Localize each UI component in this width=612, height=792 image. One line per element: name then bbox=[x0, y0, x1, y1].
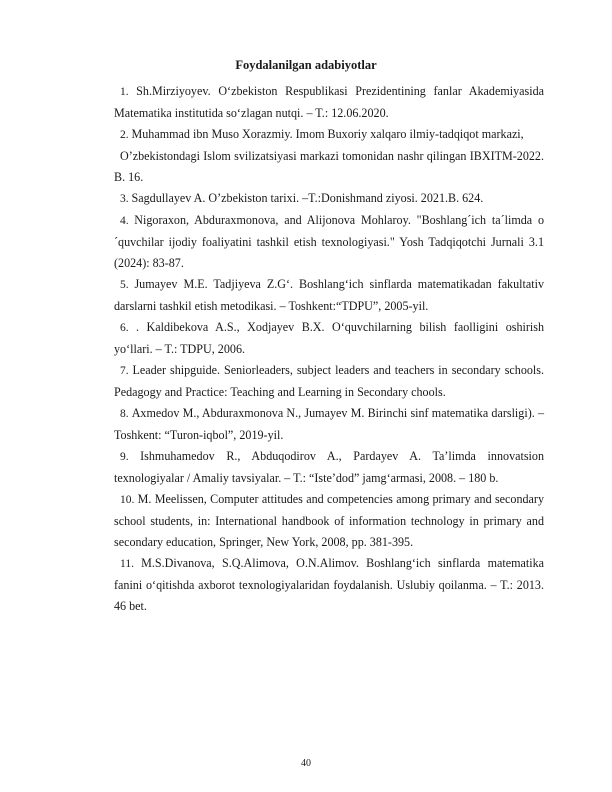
reference-number: 1. bbox=[120, 86, 129, 98]
reference-number: 5. bbox=[120, 279, 129, 291]
reference-number: 2. bbox=[120, 129, 129, 141]
reference-item bbox=[114, 360, 544, 403]
reference-text: Nigoraxon, Abduraxmonova, and Alijonova Mohlaroy. "Boshlang´ich ta´limda o´quvchilar ijodiy foaliyatini tashkil etish texnologiyasi." Yosh Tadqiqotchi Jurnali 3.1 (2024): 83-87. bbox=[114, 213, 544, 270]
reference-item bbox=[114, 317, 544, 360]
reference-number: 4. bbox=[120, 215, 129, 227]
reference-text: Jumayev M.E. Tadjiyeva Z.G‘. Boshlang‘ich sinflarda matematikadan fakultativ darslarni tashkil etish metodikasi. – Toshkent:“TDPU”, 2005-yil. bbox=[114, 277, 545, 313]
reference-item bbox=[114, 274, 544, 317]
reference-continuation bbox=[114, 146, 544, 188]
reference-text: . Kaldibekova A.S., Xodjayev B.X. O‘quvchilarning bilish faolligini oshirish yo‘llari. – T.: TDPU, 2006. bbox=[114, 320, 544, 356]
reference-text: Sagdullayev A. O’zbekiston tarixi. –T.:Donishmand ziyosi. 2021.B. 624. bbox=[131, 191, 484, 205]
reference-item bbox=[114, 446, 544, 489]
reference-item bbox=[114, 553, 544, 617]
reference-item bbox=[114, 403, 544, 446]
reference-text: Leader shipguide. Seniorleaders, subject leaders and teachers in secondary schools. Pedagogy and Practice: Teaching and Learning in Secondary chools. bbox=[114, 363, 544, 399]
reference-text: Axmedov M., Abduraxmonova N., Jumayev M. Birinchi sinf matematika darsligi). –Toshkent: “Turon-iqbol”, 2019-yil. bbox=[114, 406, 544, 442]
reference-item bbox=[114, 81, 544, 124]
reference-number: 10. bbox=[120, 494, 135, 506]
reference-text: Ishmuhamedov R., Abduqodirov A., Pardayev A. Ta’limda innovatsion texnologiyalar / Amaliy tavsiyalar. – T.: “Iste’dod” jamg‘armasi, 2008. – 180 b. bbox=[114, 449, 544, 485]
reference-item bbox=[114, 210, 544, 274]
reference-number: 8. bbox=[120, 408, 129, 420]
reference-text: O’zbekistondagi Islom svilizatsiyasi markazi tomonidan nashr qilingan IBXITM-2022. B. 16. bbox=[114, 149, 544, 184]
reference-number: 11. bbox=[120, 558, 134, 570]
reference-item bbox=[114, 124, 544, 146]
reference-text: Sh.Mirziyoyev. O‘zbekiston Respublikasi Prezidentining fanlar Akademiyasida Matematika institutida so‘zlagan nutqi. – T.: 12.06.2020. bbox=[114, 84, 544, 120]
page-title: Foydalanilgan adabiyotlar bbox=[235, 58, 377, 72]
reference-number: 7. bbox=[120, 365, 129, 377]
reference-item bbox=[114, 489, 544, 553]
reference-text: Muhammad ibn Muso Xorazmiy. Imom Buxoriy xalqaro ilmiy-tadqiqot markazi, bbox=[131, 127, 524, 141]
reference-item bbox=[114, 188, 544, 210]
reference-number: 6. bbox=[120, 322, 129, 334]
page-number: 40 bbox=[301, 758, 311, 769]
reference-number: 3. bbox=[120, 193, 129, 205]
reference-text: M.S.Divanova, S.Q.Alimova, O.N.Alimov. Boshlang‘ich sinflarda matematika fanini o‘qitishda axborot texnologiyalaridan foydalanish. Uslubiy qoilanma. – T.: 2013. 46 bet. bbox=[114, 556, 544, 613]
reference-text: M. Meelissen, Computer attitudes and competencies among primary and secondary school students, in: International handbook of information technology in primary and secondary education, Springer, New York, 2008, pp. 381-395. bbox=[114, 492, 544, 549]
reference-list bbox=[114, 81, 544, 617]
reference-number: 9. bbox=[120, 451, 129, 463]
